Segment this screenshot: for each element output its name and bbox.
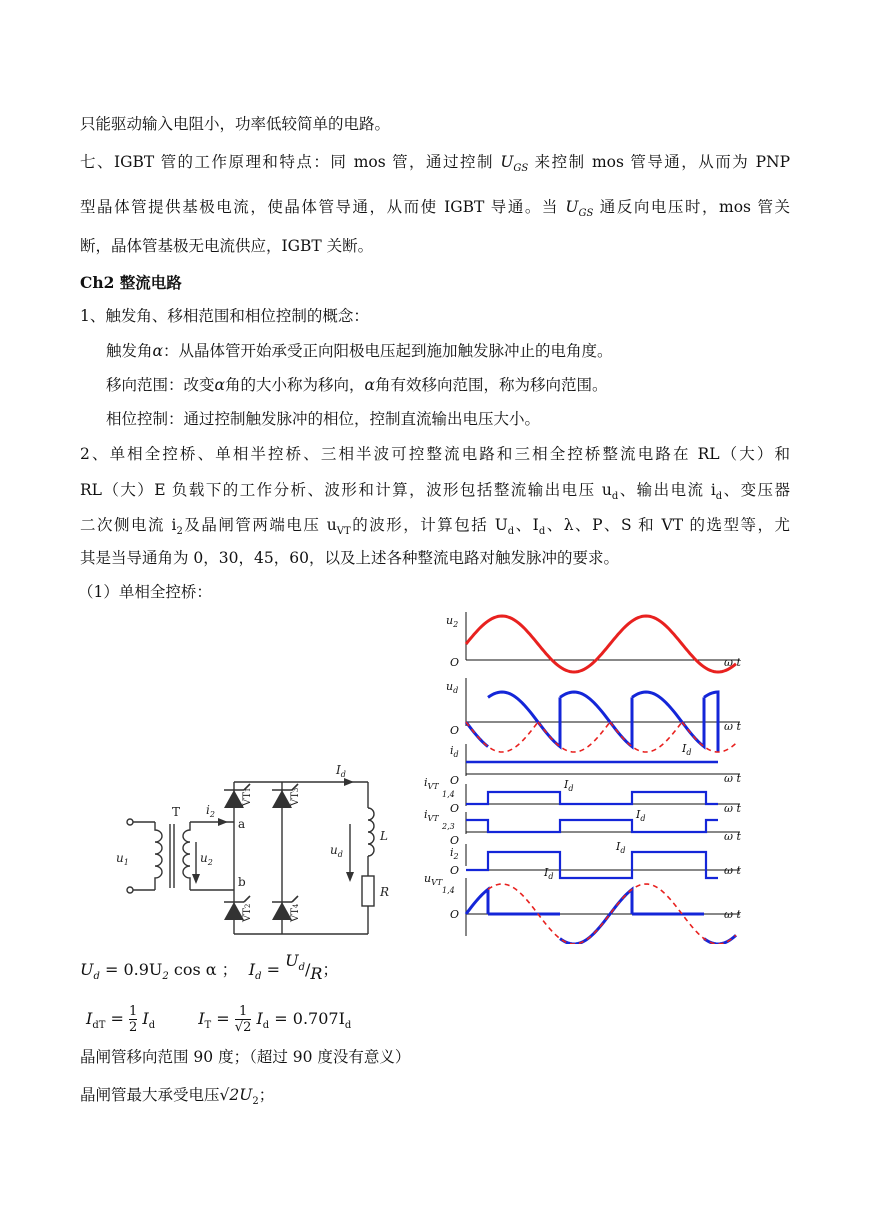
text-line-3 <box>80 197 790 224</box>
Id-label-5: $I_d$ <box>544 866 554 881</box>
wave-id-label: $i_d$ <box>450 744 459 759</box>
Id-label-2: $I_d$ <box>564 778 574 793</box>
u2-wave <box>466 616 736 672</box>
wt-2: ω t <box>724 720 741 733</box>
wt-7: ω t <box>724 908 741 921</box>
wave-ud-label: $u_d$ <box>446 680 459 695</box>
text-line-4: 断，晶体管基极无电流供应，IGBT 关断。 <box>80 237 374 255</box>
section-1-title: 1、触发角、移相范围和相位控制的概念： <box>80 307 369 325</box>
vt2-label: VT2 <box>242 903 253 922</box>
uvt14-wave-solid <box>466 889 736 944</box>
subsection-1-title: （1）单相全控桥： <box>78 583 212 601</box>
origin-6: O <box>450 864 460 877</box>
wave-ivt14-label: $i_{VT}1,4$ <box>424 776 455 799</box>
igbt-text-a: 七、IGBT 管的工作原理和特点：同 mos 管，通过控制 <box>80 153 494 171</box>
i2-wave <box>466 852 718 878</box>
Id-label-4: $I_d$ <box>616 840 626 855</box>
Id-label-3: $I_d$ <box>636 808 646 823</box>
origin-3: O <box>450 774 460 787</box>
waveform-diagram <box>418 608 758 944</box>
circuit-T-label: T <box>172 805 181 819</box>
wave-uvt14-label: $u_{VT}1,4$ <box>424 872 455 895</box>
vt3-label: VT3 <box>290 787 301 806</box>
def-trigger-angle: 触发角α：从晶体管开始承受正向阳极电压起到施加触发脉冲止的电角度。 <box>106 342 613 360</box>
ugs-symbol: $U_{GS}$ <box>500 153 529 175</box>
circuit-a-label: a <box>238 817 246 831</box>
Id-label-1: $I_d$ <box>682 742 692 757</box>
circuit-u1-label: $u_1$ <box>116 851 129 867</box>
text-phase-range: 晶闸管移向范围 90 度；（超过 90 度没有意义） <box>80 1048 411 1066</box>
wt-6: ω t <box>724 864 741 877</box>
formula-ud: $U_d = 0.9U_2$ cos α ； $I_d = U_d/R$； <box>80 951 339 983</box>
origin-7: O <box>450 908 460 921</box>
vt1-label: VT1 <box>242 787 253 806</box>
igbt-text-d: 通反向电压时，mos 管关 <box>599 198 790 216</box>
section-2-line-1: 2、单相全控桥、单相半控桥、三相半波可控整流电路和三相全控桥整流电路在 RL（大）和 <box>80 445 790 463</box>
wt-5: ω t <box>724 830 741 843</box>
ivt23-wave <box>466 820 718 832</box>
circuit-b-label: b <box>238 875 246 889</box>
igbt-text-b: 来控制 mos 管导通，从而为 PNP <box>534 153 790 171</box>
ivt14-wave <box>466 792 718 804</box>
origin-5: O <box>450 834 460 847</box>
bridge-circuit-diagram <box>110 760 400 940</box>
text-line-2 <box>80 152 790 179</box>
circuit-Id-label: $I_d$ <box>336 763 346 779</box>
circuit-R-label: R <box>380 885 390 899</box>
origin-4: O <box>450 802 460 815</box>
chapter-heading: Ch2 整流电路 <box>80 273 182 292</box>
wave-i2-label: $i_2$ <box>450 846 459 861</box>
vt4-label: VT4 <box>290 903 301 922</box>
section-2-line-2: RL（大）E 负载下的工作分析、波形和计算，波形包括整流输出电压 $u_d$、输出电流 $i_d$、变压器 <box>80 481 790 503</box>
wt-4: ω t <box>724 802 741 815</box>
text-line-1: 只能驱动输入电阻小，功率低较简单的电路。 <box>80 115 391 133</box>
origin-2: O <box>450 724 460 737</box>
wt-3: ω t <box>724 772 741 785</box>
wave-u2-label: $u_2$ <box>446 614 459 629</box>
igbt-text-c: 型晶体管提供基极电流，使晶体管导通，从而使 IGBT 导通。当 <box>80 198 559 216</box>
text-max-voltage: 晶闸管最大承受电压$√2U_2$； <box>80 1086 275 1108</box>
wt-1: ω t <box>724 656 741 669</box>
origin-1: O <box>450 656 460 669</box>
def-phase-control: 相位控制：通过控制触发脉冲的相位，控制直流输出电压大小。 <box>106 410 541 428</box>
circuit-u2-label: $u_2$ <box>200 851 213 867</box>
def-phase-shift: 移向范围：改变α角的大小称为移向，α角有效移向范围，称为移向范围。 <box>106 376 608 394</box>
circuit-i2-label: $i_2$ <box>206 803 215 819</box>
formula-idt-it: $I_{dT}$ = $\frac{1}{2}$ $I_d$ $I_T$ = $\frac{1}{√2}$ $I_d = 0.707I_d$ <box>86 1004 352 1035</box>
circuit-L-label: L <box>380 829 388 843</box>
wave-ivt23-label: $i_{VT}2,3$ <box>424 808 455 831</box>
section-2-line-3: 二次侧电流 $i_2$及晶闸管两端电压 $u_{VT}$的波形，计算包括 $U_d$、$I_d$、λ、P、S 和 VT 的选型等，尤 <box>80 516 791 538</box>
circuit-ud-label: $u_d$ <box>330 843 343 859</box>
section-2-line-4: 其是当导通角为 0，30，45，60，以及上述各种整流电路对触发脉冲的要求。 <box>80 549 619 567</box>
ugs-symbol-2: $U_{GS}$ <box>565 198 594 220</box>
